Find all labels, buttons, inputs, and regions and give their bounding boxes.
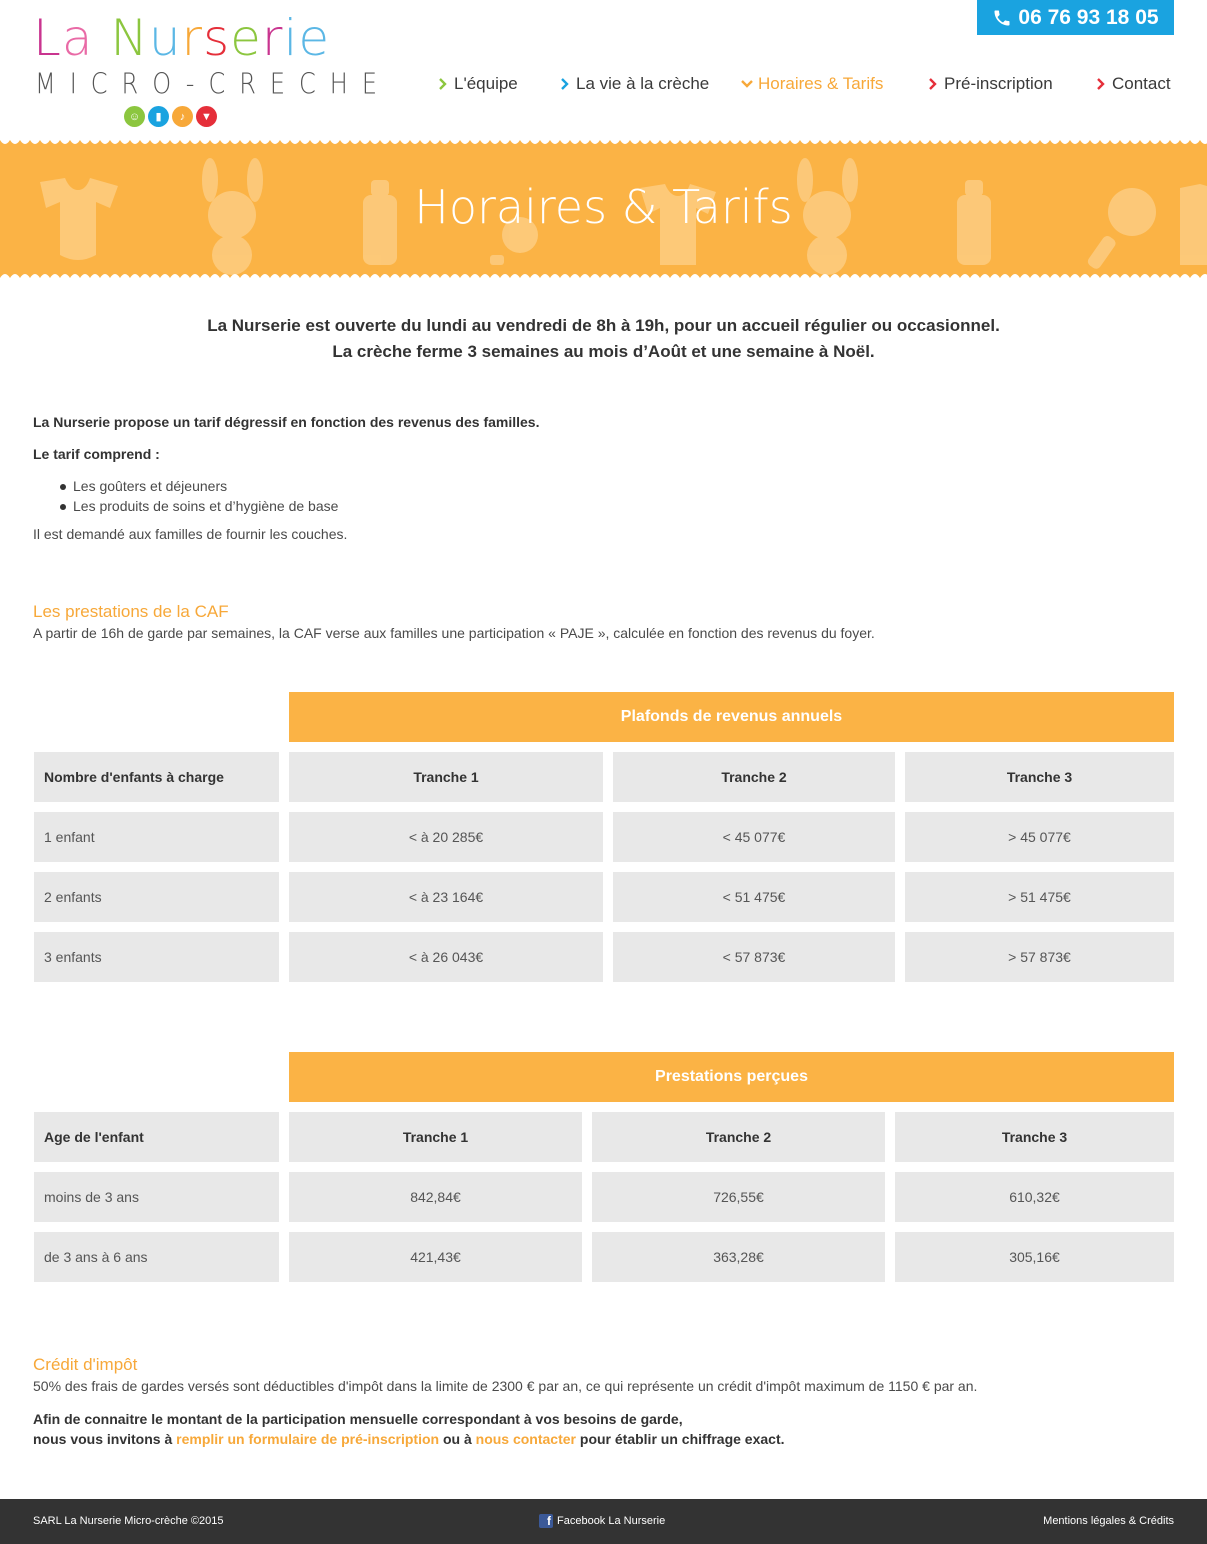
logo-icons	[124, 106, 217, 127]
site-footer	[0, 1499, 1207, 1544]
table-row-label: 3 enfants	[34, 932, 279, 982]
nav-label: L'équipe	[454, 74, 518, 93]
tax-credit-text: 50% des frais de gardes versés sont déductibles d'impôt dans la limite de 2300 € par an, ce qui représente un crédit d'impôt maximum de 1150 € par an.	[33, 1378, 978, 1394]
row-header-cell: Age de l'enfant	[34, 1112, 279, 1162]
cta-line-1: Afin de connaitre le montant de la participation mensuelle correspondant à vos besoins de garde,	[33, 1411, 683, 1427]
legal-link[interactable]: Mentions légales & Crédits	[1043, 1515, 1174, 1527]
table-cell: < à 23 164€	[289, 872, 603, 922]
tax-credit-section	[33, 1355, 1174, 1449]
nav-item-vie-creche[interactable]	[559, 74, 709, 94]
column-header-cell: Tranche 3	[895, 1112, 1174, 1162]
table-row-label: moins de 3 ans	[34, 1172, 279, 1222]
call-to-action	[33, 1409, 1174, 1449]
intro-line-2: La crèche ferme 3 semaines au mois d’Août et une semaine à Noël.	[332, 342, 875, 361]
column-header-cell: Tranche 2	[592, 1112, 885, 1162]
table-cell: < à 20 285€	[289, 812, 603, 862]
intro-line-1: La Nurserie est ouverte du lundi au vendredi de 8h à 19h, pour un accueil régulier ou occasionnel.	[207, 316, 1000, 335]
tax-credit-title: Crédit d'impôt	[33, 1355, 138, 1374]
nav-item-equipe[interactable]	[437, 74, 518, 94]
bottle-icon: ▮	[148, 106, 169, 127]
nav-item-pre-inscription[interactable]	[927, 74, 1053, 94]
tarif-includes-list	[33, 476, 1174, 516]
table-cell: < 45 077€	[613, 812, 895, 862]
phone-number: 06 76 93 18 05	[1018, 5, 1159, 29]
contact-link[interactable]: nous contacter	[475, 1431, 576, 1447]
row-header-cell: Nombre d'enfants à charge	[34, 752, 279, 802]
table-cell: < à 26 043€	[289, 932, 603, 982]
scallop-edge-bottom	[0, 270, 1207, 278]
nav-label: Pré-inscription	[944, 74, 1053, 93]
logo-title: La Nurserie	[33, 9, 331, 67]
table-row-label: 2 enfants	[34, 872, 279, 922]
main-nav	[0, 74, 1207, 96]
scallop-edge-top	[0, 140, 1207, 148]
table-cell: > 51 475€	[905, 872, 1174, 922]
bodysuit-icon: ▼	[196, 106, 217, 127]
copyright: SARL La Nurserie Micro-crèche ©2015	[33, 1515, 224, 1527]
table-cell: 305,16€	[895, 1232, 1174, 1282]
table-row-label: 1 enfant	[34, 812, 279, 862]
table-header: Prestations perçues	[289, 1052, 1174, 1102]
list-item: Les goûters et déjeuners	[33, 476, 1174, 496]
phone-button[interactable]	[977, 0, 1174, 35]
column-header-cell: Tranche 3	[905, 752, 1174, 802]
chevron-right-icon	[437, 78, 449, 90]
nav-label: La vie à la crèche	[576, 74, 710, 93]
facebook-label: Facebook La Nurserie	[557, 1515, 666, 1527]
column-header-cell: Tranche 1	[289, 752, 603, 802]
nav-label: Horaires & Tarifs	[758, 74, 884, 93]
table-row-label: de 3 ans à 6 ans	[34, 1232, 279, 1282]
table-cell: 842,84€	[289, 1172, 582, 1222]
table-cell: 726,55€	[592, 1172, 885, 1222]
facebook-link[interactable]	[539, 1514, 665, 1528]
table-cell: 421,43€	[289, 1232, 582, 1282]
caf-section	[33, 602, 1174, 641]
rabbit-icon: ☺	[124, 106, 145, 127]
chevron-down-icon	[741, 78, 753, 90]
table-cell: 363,28€	[592, 1232, 885, 1282]
caf-text: A partir de 16h de garde par semaines, la CAF verse aux familles une participation « PAJE », calculée en fonction des revenus du foyer.	[33, 625, 875, 641]
nav-item-contact[interactable]	[1095, 74, 1171, 94]
pre-inscription-link[interactable]: remplir un formulaire de pré-inscription	[176, 1431, 440, 1447]
nav-label: Contact	[1112, 74, 1171, 93]
cta-text: ou à	[439, 1431, 476, 1447]
tarif-section	[33, 414, 1174, 542]
tarif-intro: La Nurserie propose un tarif dégressif en fonction des revenus des familles.	[33, 414, 540, 430]
rattle-icon: ♪	[172, 106, 193, 127]
site-logo[interactable]	[33, 9, 392, 130]
table-cell: > 45 077€	[905, 812, 1174, 862]
table-header: Plafonds de revenus annuels	[289, 692, 1174, 742]
page-title: Horaires & Tarifs	[414, 180, 793, 234]
page-banner	[0, 140, 1207, 278]
chevron-right-icon	[1095, 78, 1107, 90]
column-header-cell: Tranche 1	[289, 1112, 582, 1162]
chevron-right-icon	[559, 78, 571, 90]
phone-icon	[992, 8, 1012, 28]
cta-text: nous vous invitons à	[33, 1431, 177, 1447]
list-item: Les produits de soins et d’hygiène de base	[33, 496, 1174, 516]
site-header	[0, 0, 1207, 140]
logo-subtitle: MICRO-CRECHE	[35, 67, 392, 101]
nav-item-horaires-tarifs[interactable]	[741, 74, 883, 94]
column-header-cell: Tranche 2	[613, 752, 895, 802]
table-cell: < 51 475€	[613, 872, 895, 922]
caf-title: Les prestations de la CAF	[33, 602, 229, 621]
cta-text: pour établir un chiffrage exact.	[576, 1431, 785, 1447]
tarif-includes-heading: Le tarif comprend :	[33, 446, 160, 462]
table-cell: < 57 873€	[613, 932, 895, 982]
table-cell: 610,32€	[895, 1172, 1174, 1222]
opening-hours-intro	[0, 313, 1207, 365]
table-cell: > 57 873€	[905, 932, 1174, 982]
tarif-note: Il est demandé aux familles de fournir les couches.	[33, 526, 348, 542]
chevron-right-icon	[927, 78, 939, 90]
facebook-icon: f	[539, 1514, 553, 1528]
